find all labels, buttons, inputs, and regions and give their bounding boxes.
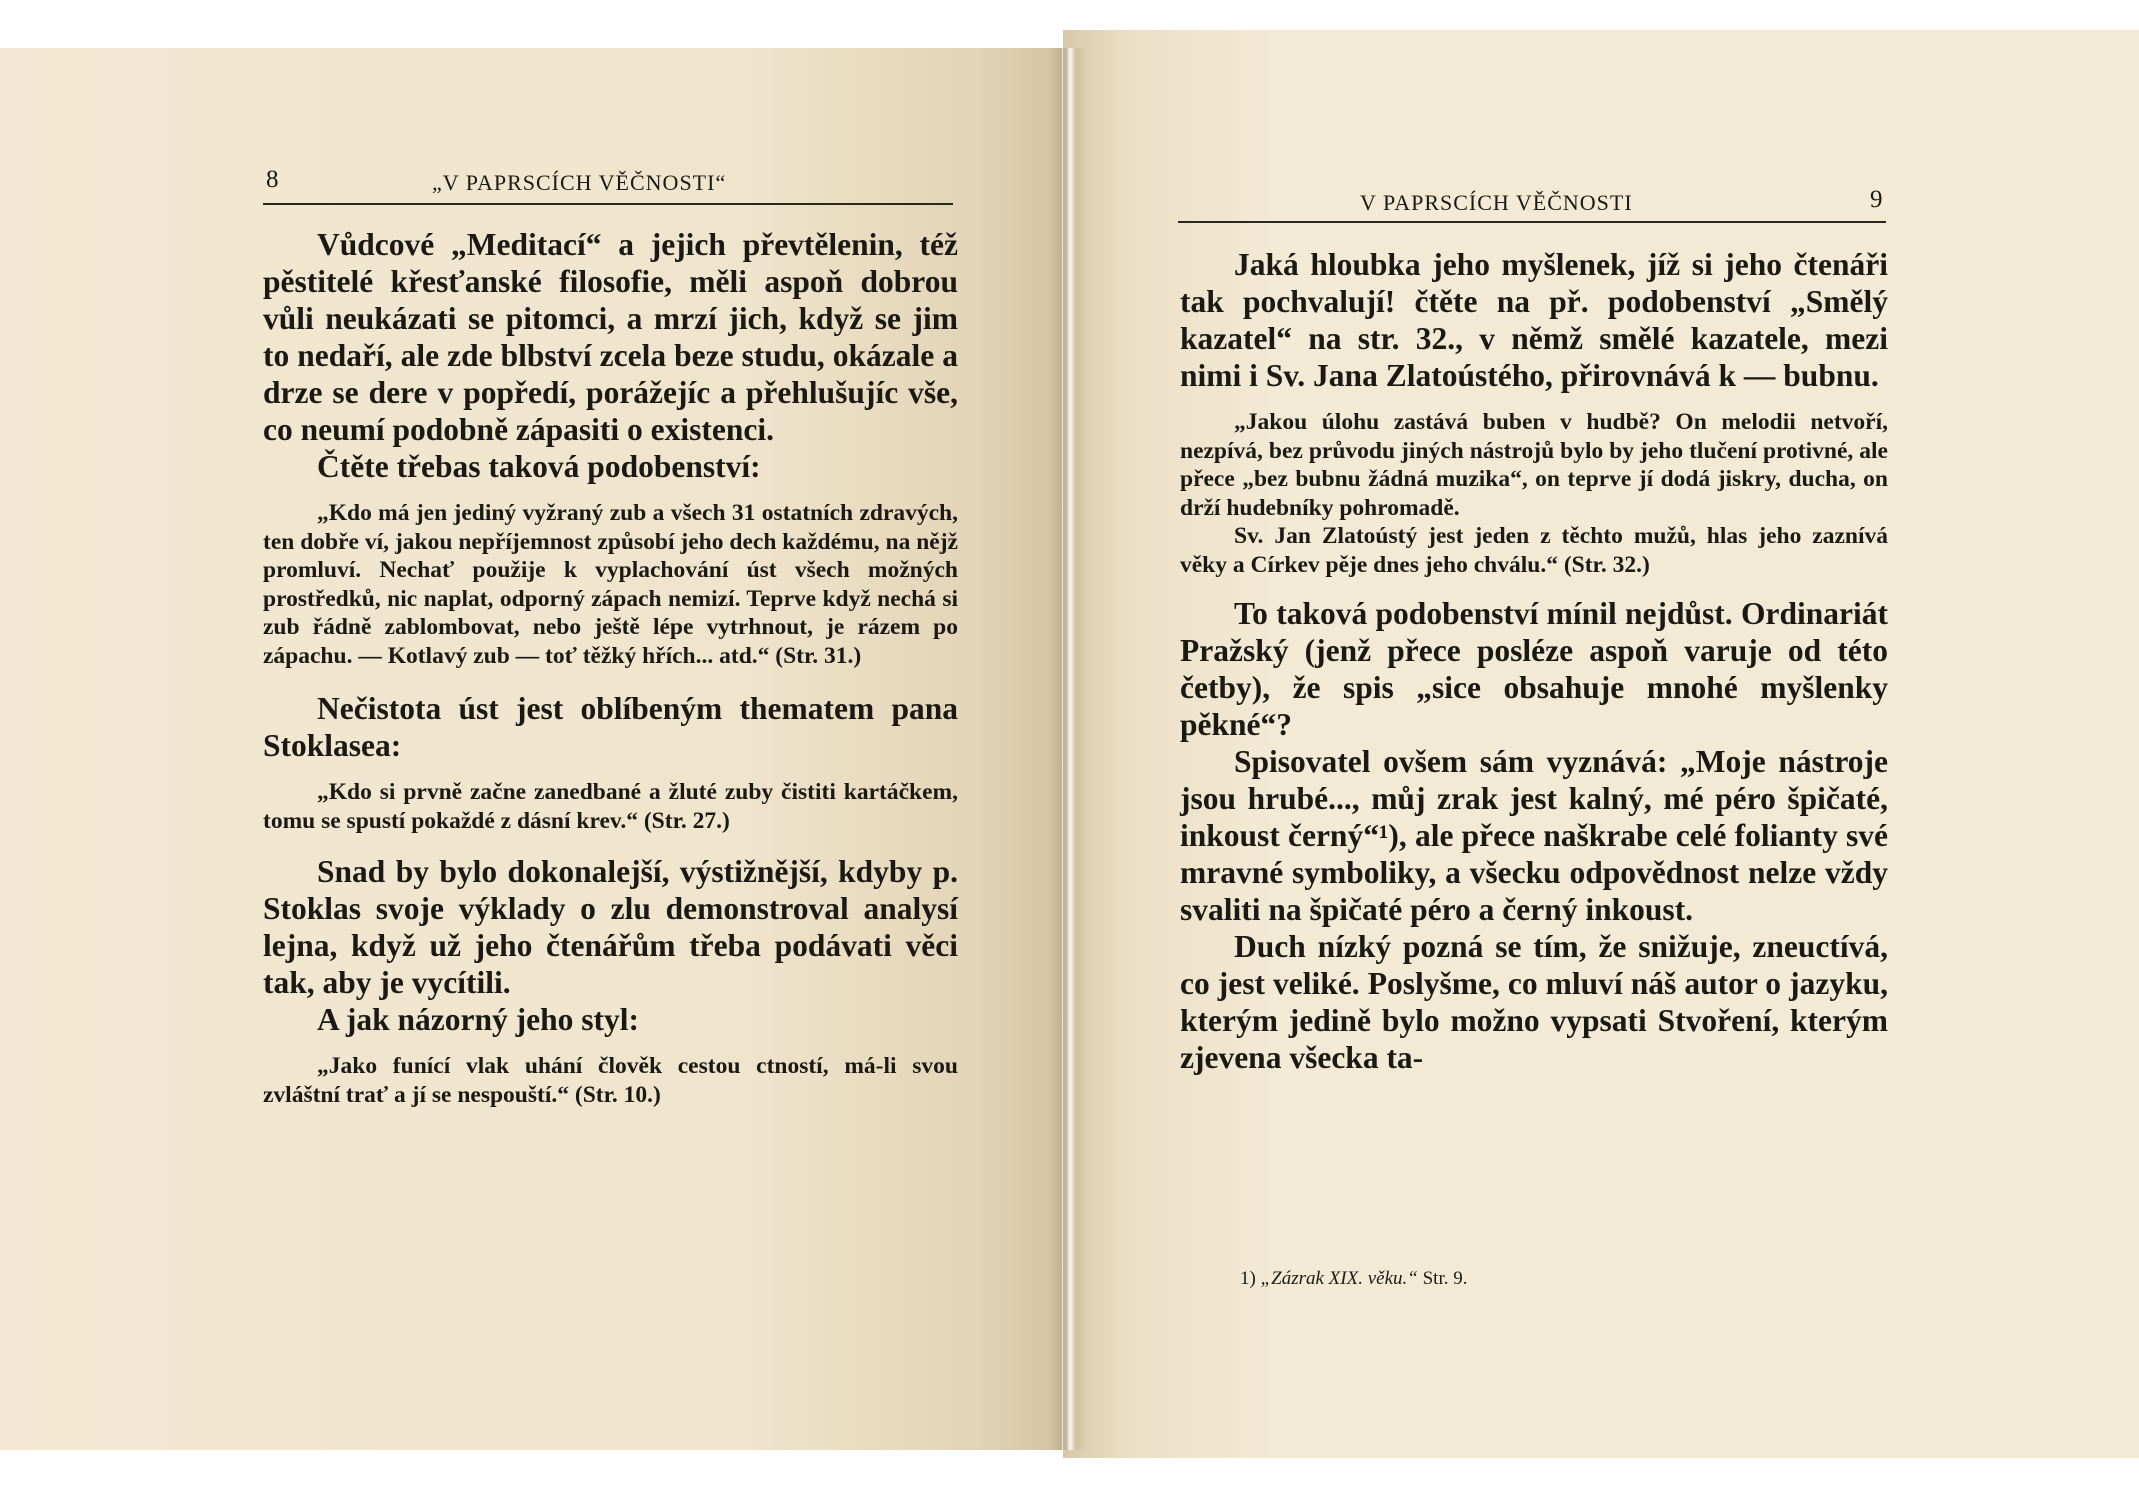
right-page-number: 9 <box>1870 186 1883 213</box>
left-paragraph-5: A jak názorný jeho styl: <box>317 1002 639 1037</box>
footnote-title: „Zázrak XIX. věku.“ <box>1260 1268 1418 1289</box>
left-quote-3: „Jako funící vlak uhání člověk cestou ctností, má-li svou zvláštní trať a jí se nespouští.“ (Str. 10.) <box>263 1053 958 1108</box>
left-header-rule <box>263 203 953 205</box>
footnote <box>1240 1268 1467 1290</box>
right-paragraph-3: Spisovatel ovšem sám vyznává: „Moje nástroje jsou hrubé..., můj zrak jest kalný, mé péro špičaté, inkoust černý“¹), ale přece naškrabe celé folianty své mravné symboliky, a všecku odpovědnost nelze vždy svaliti na špičaté péro a černý inkoust. <box>1180 744 1888 927</box>
left-page-number: 8 <box>266 166 279 193</box>
right-running-head: V PAPRSCÍCH VĚČNOSTI <box>1360 190 1633 215</box>
left-paragraph-2: Čtěte třebas taková podobenství: <box>317 449 761 484</box>
footnote-reference: Str. 9. <box>1422 1268 1468 1289</box>
left-text-column <box>263 226 958 1109</box>
left-paragraph-1: Vůdcové „Meditací“ a jejich převtělenin, též pěstitelé křesťanské filosofie, měli aspoň dobrou vůli neukázati se pitomci, a mrzí jich, když se jim to nedaří, ale zde blbství zcela beze studu, okázale a drze se dere v popředí, porážejíc a přehlušujíc vše, co neumí podobně zápasiti o existenci. <box>263 227 958 447</box>
right-text-column <box>1180 246 1888 1076</box>
left-paragraph-4: Snad by bylo dokonalejší, výstižnější, kdyby p. Stoklas svoje výklady o zlu demonstroval analysí lejna, když už jeho čtenářům třeba podávati věci tak, aby je vycítili. <box>263 854 958 1000</box>
left-quote-2: „Kdo si prvně začne zanedbané a žluté zuby čistiti kartáčkem, tomu se spustí pokaždé z dásní krev.“ (Str. 27.) <box>263 779 958 834</box>
left-paragraph-3: Nečistota úst jest oblíbeným thematem pana Stoklasea: <box>263 691 958 763</box>
left-quote-1: „Kdo má jen jediný vyžraný zub a všech 31 ostatních zdravých, ten dobře ví, jakou nepříjemnost způsobí jeho dech každému, na nějž promluví. Nechať použije k vyplachování úst všech možných prostředků, nic naplat, odporný zápach nemizí. Teprve když nechá si zub řádně zablombovat, nebo ještě lépe vytrhnout, je rázem po zápachu. — Kotlavý zub — toť těžký hřích... atd.“ (Str. 31.) <box>263 500 958 669</box>
left-running-head: „V PAPRSCÍCH VĚČNOSTI“ <box>432 170 727 195</box>
right-paragraph-4: Duch nízký pozná se tím, že snižuje, zneuctívá, co jest veliké. Poslyšme, co mluví náš autor o jazyku, kterým jedině bylo možno vypsati Stvoření, kterým zjevena všecka ta- <box>1180 929 1888 1075</box>
right-paragraph-1: Jaká hloubka jeho myšlenek, jíž si jeho čtenáři tak pochvalují! čtěte na př. podobenství „Smělý kazatel“ na str. 32., v němž smělé kazatele, mezi nimi i Sv. Jana Zlatoústého, přirovnává k — bubnu. <box>1180 247 1888 393</box>
right-header-rule <box>1178 221 1886 223</box>
book-gutter <box>1048 48 1088 1450</box>
right-paragraph-2: To taková podobenství mínil nejdůst. Ordinariát Pražský (jenž přece posléze aspoň varuje od této četby), že spis „sice obsahuje mnohé myšlenky pěkné“? <box>1180 596 1888 742</box>
right-quote-1: „Jakou úlohu zastává buben v hudbě? On melodii netvoří, nezpívá, bez průvodu jiných nástrojů bylo by jeho tlučení protivné, ale přece „bez bubnu žádná muzika“, on teprve jí dodá jiskry, ducha, on drží hudebníky pohromadě. <box>1180 409 1888 521</box>
footnote-mark: 1) <box>1240 1268 1256 1289</box>
right-quote-2: Sv. Jan Zlatoústý jest jeden z těchto mužů, hlas jeho zaznívá věky a Církev pěje dnes jeho chválu.“ (Str. 32.) <box>1180 523 1888 578</box>
